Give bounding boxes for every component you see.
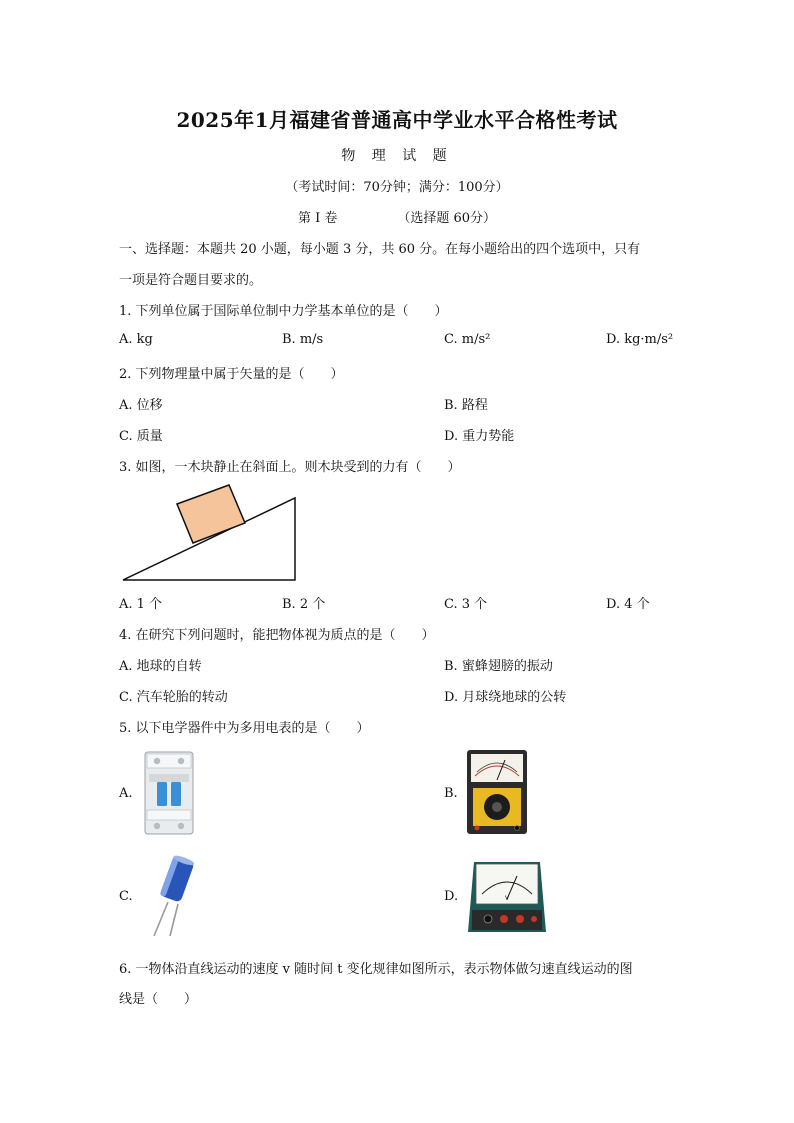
q1-option-c: C. m/s² bbox=[444, 332, 491, 347]
q5-option-b: B. bbox=[444, 786, 458, 801]
question-3-stem: 3. 如图，一木块静止在斜面上。则木块受到的力有（ ） bbox=[119, 460, 461, 475]
voltmeter-scale-label: V bbox=[504, 895, 510, 902]
q4-option-b: B. 蜜蜂翅膀的振动 bbox=[444, 659, 553, 674]
q4-option-c: C. 汽车轮胎的转动 bbox=[119, 690, 228, 705]
q3-option-c: C. 3 个 bbox=[444, 597, 488, 612]
q4-option-a: A. 地球的自转 bbox=[119, 659, 202, 674]
q3-option-b: B. 2 个 bbox=[282, 597, 326, 612]
subject-title: 物 理 试 题 bbox=[341, 148, 453, 164]
question-4-stem: 4. 在研究下列问题时，能把物体视为质点的是（ ） bbox=[119, 628, 435, 643]
exam-info: （考试时间：70分钟；满分：100分） bbox=[285, 180, 509, 195]
volume-label: 第 I 卷 bbox=[297, 211, 338, 226]
q3-option-d: D. 4 个 bbox=[606, 597, 650, 612]
q5-option-a: A. bbox=[119, 786, 133, 801]
q2-option-d: D. 重力势能 bbox=[444, 429, 515, 444]
q5-option-d: D. bbox=[444, 889, 459, 904]
q2-option-b: B. 路程 bbox=[444, 398, 488, 413]
q5-option-c: C. bbox=[119, 889, 133, 904]
section-instructions-line2: 一项是符合题目要求的。 bbox=[119, 273, 263, 288]
q1-option-b: B. m/s bbox=[282, 332, 324, 347]
incline-block-figure bbox=[118, 478, 300, 586]
voltmeter-image bbox=[466, 854, 548, 934]
circuit-breaker-image bbox=[141, 750, 197, 836]
capacitor-image bbox=[148, 852, 204, 938]
question-1-stem: 1. 下列单位属于国际单位制中力学基本单位的是（ ） bbox=[119, 304, 448, 319]
exam-title: 2025年1月福建省普通高中学业水平合格性考试 bbox=[176, 108, 618, 132]
section-instructions-line1: 一、选择题：本题共 20 小题，每小题 3 分，共 60 分。在每小题给出的四个选项中，只有 bbox=[119, 242, 641, 257]
q1-option-a: A. kg bbox=[119, 332, 153, 347]
q2-option-a: A. 位移 bbox=[119, 398, 163, 413]
question-6-stem-line2: 线是（ ） bbox=[119, 992, 198, 1007]
question-5-stem: 5. 以下电学器件中为多用电表的是（ ） bbox=[119, 721, 370, 736]
volume-note: （选择题 60分） bbox=[397, 211, 497, 226]
q3-option-a: A. 1 个 bbox=[119, 597, 163, 612]
multimeter-image bbox=[465, 748, 529, 836]
q1-option-d: D. kg·m/s² bbox=[606, 332, 674, 347]
question-2-stem: 2. 下列物理量中属于矢量的是（ ） bbox=[119, 367, 344, 382]
q4-option-d: D. 月球绕地球的公转 bbox=[444, 690, 567, 705]
question-6-stem-line1: 6. 一物体沿直线运动的速度 v 随时间 t 变化规律如图所示，表示物体做匀速直线运动的图 bbox=[119, 962, 633, 977]
q2-option-c: C. 质量 bbox=[119, 429, 163, 444]
volume-heading bbox=[0, 207, 794, 226]
